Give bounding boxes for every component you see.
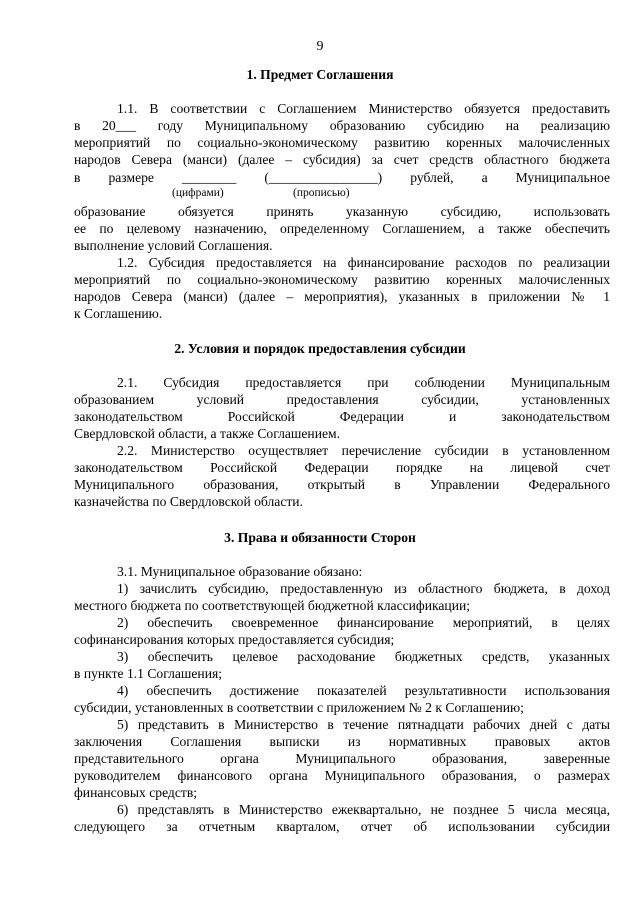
list-item-line: представительного органа Муниципального образования, заверенные: [74, 751, 610, 766]
list-item-line: руководителем финансового органа Муниципального образования, о размерах: [74, 768, 610, 783]
section-3-heading: 3. Права и обязанности Сторон: [224, 530, 416, 545]
paragraph-line: ее по целевому назначению, определенному Соглашением, а также обеспечить: [74, 221, 610, 236]
section-1-heading: 1. Предмет Соглашения: [246, 67, 394, 82]
paragraph-line: законодательством Российской Федерации порядке на лицевой счет: [74, 460, 610, 475]
paragraph-line: 3.1. Муниципальное образование обязано:: [117, 564, 363, 579]
paragraph-line: в размере ________ (________________) рублей, а Муниципальное: [74, 170, 610, 185]
list-item-line: 3) обеспечить целевое расходование бюджетных средств, указанных: [117, 649, 610, 664]
list-item-line: 6) представлять в Министерство ежеквартально, не позднее 5 числа месяца,: [117, 802, 610, 817]
paragraph-line: выполнение условий Соглашения.: [74, 238, 273, 253]
list-item-line: в пункте 1.1 Соглашения;: [74, 666, 222, 681]
list-item-line: 1) зачислить субсидию, предоставленную из областного бюджета, в доход: [117, 581, 610, 596]
paragraph-line: казначейства по Свердловской области.: [74, 494, 303, 509]
list-item-line: финансовых средств;: [74, 785, 198, 800]
paragraph-line: мероприятий по социально-экономическому развитию коренных малочисленных: [74, 272, 610, 287]
list-item-line: 4) обеспечить достижение показателей результативности использования: [117, 683, 610, 698]
list-item-line: 5) представить в Министерство в течение пятнадцати рабочих дней с даты: [117, 717, 610, 732]
paragraph-line: к Соглашению.: [74, 306, 163, 321]
paragraph-line: народов Севера (манси) (далее – мероприятия), указанных в приложении № 1: [74, 289, 610, 304]
paragraph-line: 1.1. В соответствии с Соглашением Министерство обязуется предоставить: [117, 101, 610, 116]
page-number: 9: [316, 39, 324, 54]
paragraph-line: 2.2. Министерство осуществляет перечисление субсидии в установленном: [117, 443, 610, 458]
paragraph-line: образование обязуется принять указанную субсидию, использовать: [74, 204, 610, 219]
paragraph-line: образованием условий предоставления субсидии, установленных: [74, 392, 610, 407]
list-item-line: 2) обеспечить своевременное финансирование мероприятий, в целях: [117, 615, 610, 630]
list-item-line: софинансирования которых предоставляется субсидия;: [74, 632, 395, 647]
section-2-heading: 2. Условия и порядок предоставления субсидии: [174, 341, 466, 356]
paragraph-line: народов Севера (манси) (далее – субсидия) за счет средств областного бюджета: [74, 152, 610, 167]
paragraph-line: 2.1. Субсидия предоставляется при соблюдении Муниципальным: [117, 375, 610, 390]
paragraph-line: в 20___ году Муниципальному образованию субсидию на реализацию: [74, 118, 610, 133]
list-item-line: местного бюджета по соответствующей бюджетной классификации;: [74, 598, 471, 613]
caption-words: (прописью): [293, 187, 350, 199]
paragraph-line: мероприятий по социально-экономическому развитию коренных малочисленных: [74, 135, 610, 150]
paragraph-line: Свердловской области, а также Соглашением.: [74, 426, 341, 441]
list-item-line: заключения Соглашения выписки из нормативных правовых актов: [74, 734, 610, 749]
paragraph-line: Муниципального образования, открытый в Управлении Федерального: [74, 477, 610, 492]
list-item-line: следующего за отчетным кварталом, отчет об использовании субсидии: [74, 819, 610, 834]
list-item-line: субсидии, установленных в соответствии с приложением № 2 к Соглашению;: [74, 700, 524, 715]
caption-digits: (цифрами): [172, 187, 224, 199]
paragraph-line: законодательством Российской Федерации и законодательством: [74, 409, 610, 424]
paragraph-line: 1.2. Субсидия предоставляется на финансирование расходов по реализации: [117, 255, 610, 270]
